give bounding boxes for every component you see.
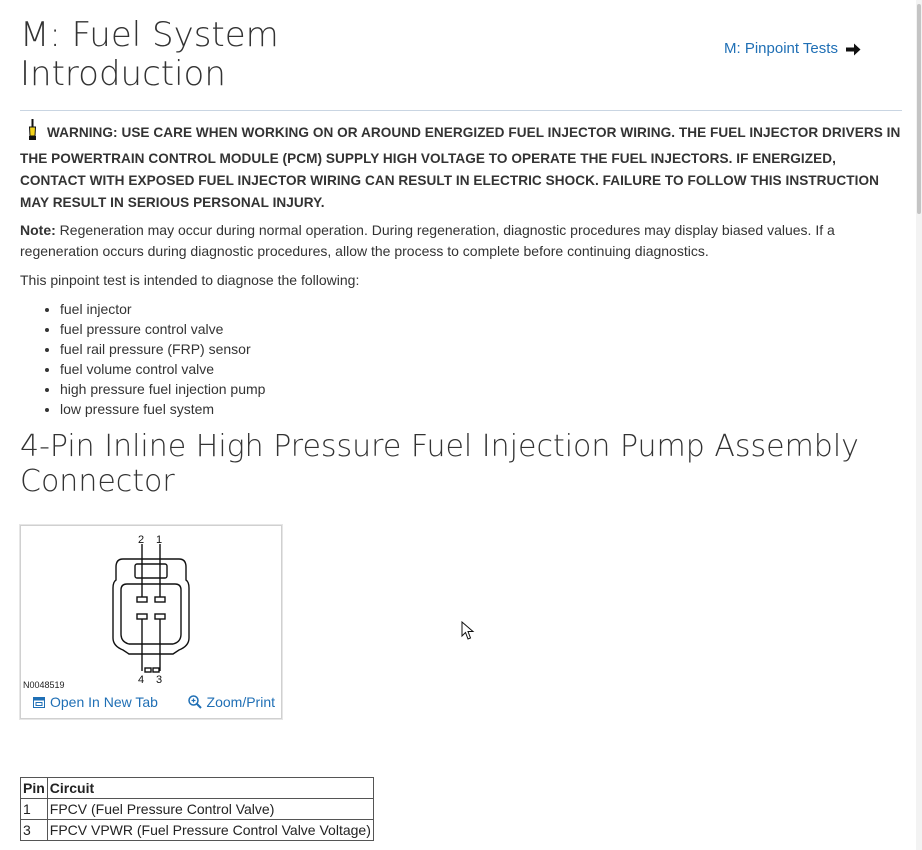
connector-figure bbox=[20, 525, 282, 719]
warning-block bbox=[20, 119, 902, 214]
mouse-cursor-icon bbox=[461, 621, 475, 641]
scrollbar-thumb[interactable] bbox=[917, 4, 921, 214]
pinpoint-tests-link[interactable] bbox=[724, 40, 861, 57]
figure-actions bbox=[23, 690, 279, 710]
new-tab-icon bbox=[33, 697, 45, 708]
section-title: 4-Pin Inline High Pressure Fuel Injection Pump Assembly Connector bbox=[20, 429, 859, 499]
table-row bbox=[21, 799, 374, 820]
list-item: • low pressure fuel system bbox=[60, 399, 902, 419]
pin-label-bottom-right: 3 bbox=[156, 674, 163, 686]
table-header-circuit: Circuit bbox=[47, 778, 373, 799]
list-item: • fuel injector bbox=[60, 299, 902, 319]
pin-label-top-left: 2 bbox=[138, 534, 145, 546]
warning-text: WARNING: USE CARE WHEN WORKING ON OR AROUND ENERGIZED FUEL INJECTOR WIRING. THE FUEL INJECTOR DRIVERS IN THE POWERTRAIN CONTROL MODULE (PCM) SUPPLY HIGH VOLTAGE TO OPERATE THE FUEL INJECTORS. IF ENERGIZED, CONTACT WITH EXPOSED FUEL INJECTOR WIRING CAN RESULT IN ELECTRIC SHOCK. FAILURE TO FOLLOW THIS INSTRUCTION MAY RESULT IN SERIOUS PERSONAL INJURY. bbox=[20, 125, 901, 210]
table-cell-pin: 3 bbox=[21, 820, 48, 841]
table-cell-circuit: FPCV VPWR (Fuel Pressure Control Valve Voltage) bbox=[47, 820, 373, 841]
table-header-pin: Pin bbox=[21, 778, 48, 799]
pinpoint-tests-link-label: M: Pinpoint Tests bbox=[724, 40, 838, 57]
figure-code: N0048519 bbox=[23, 680, 65, 690]
note-text: Regeneration may occur during normal operation. During regeneration, diagnostic procedures may display biased values. If a regeneration occurs during diagnostic procedures, allow the process to complete before continuing diagnostics. bbox=[20, 222, 835, 259]
pin-label-bottom-left: 4 bbox=[138, 674, 145, 686]
list-item: • high pressure fuel injection pump bbox=[60, 379, 902, 399]
table-cell-circuit: FPCV (Fuel Pressure Control Valve) bbox=[47, 799, 373, 820]
table-row bbox=[21, 820, 374, 841]
note-block bbox=[20, 220, 902, 262]
diagnose-list bbox=[20, 299, 902, 419]
warning-screwdriver-icon bbox=[28, 119, 37, 148]
open-in-new-tab-link[interactable] bbox=[33, 694, 158, 710]
table-cell-pin: 1 bbox=[21, 799, 48, 820]
zoom-icon bbox=[188, 695, 202, 709]
pin-circuit-table bbox=[20, 777, 374, 841]
page-content bbox=[20, 0, 902, 841]
note-label: Note: bbox=[20, 222, 56, 238]
table-header-row bbox=[21, 778, 374, 799]
connector-drawing bbox=[23, 528, 279, 690]
page-title: M: Fuel System Introduction bbox=[20, 15, 279, 94]
list-item: • fuel pressure control valve bbox=[60, 319, 902, 339]
list-item: • fuel rail pressure (FRP) sensor bbox=[60, 339, 902, 359]
pin-label-top-right: 1 bbox=[156, 534, 163, 546]
list-item: • fuel volume control valve bbox=[60, 359, 902, 379]
zoom-print-label: Zoom/Print bbox=[206, 694, 275, 710]
connector-diagram[interactable] bbox=[23, 528, 279, 690]
intro-text: This pinpoint test is intended to diagnose the following: bbox=[20, 272, 360, 288]
open-in-new-tab-label: Open In New Tab bbox=[50, 694, 158, 710]
zoom-print-link[interactable] bbox=[188, 694, 275, 710]
vertical-scrollbar[interactable] bbox=[916, 0, 922, 850]
arrow-right-icon bbox=[846, 43, 861, 56]
page-header bbox=[20, 0, 902, 111]
